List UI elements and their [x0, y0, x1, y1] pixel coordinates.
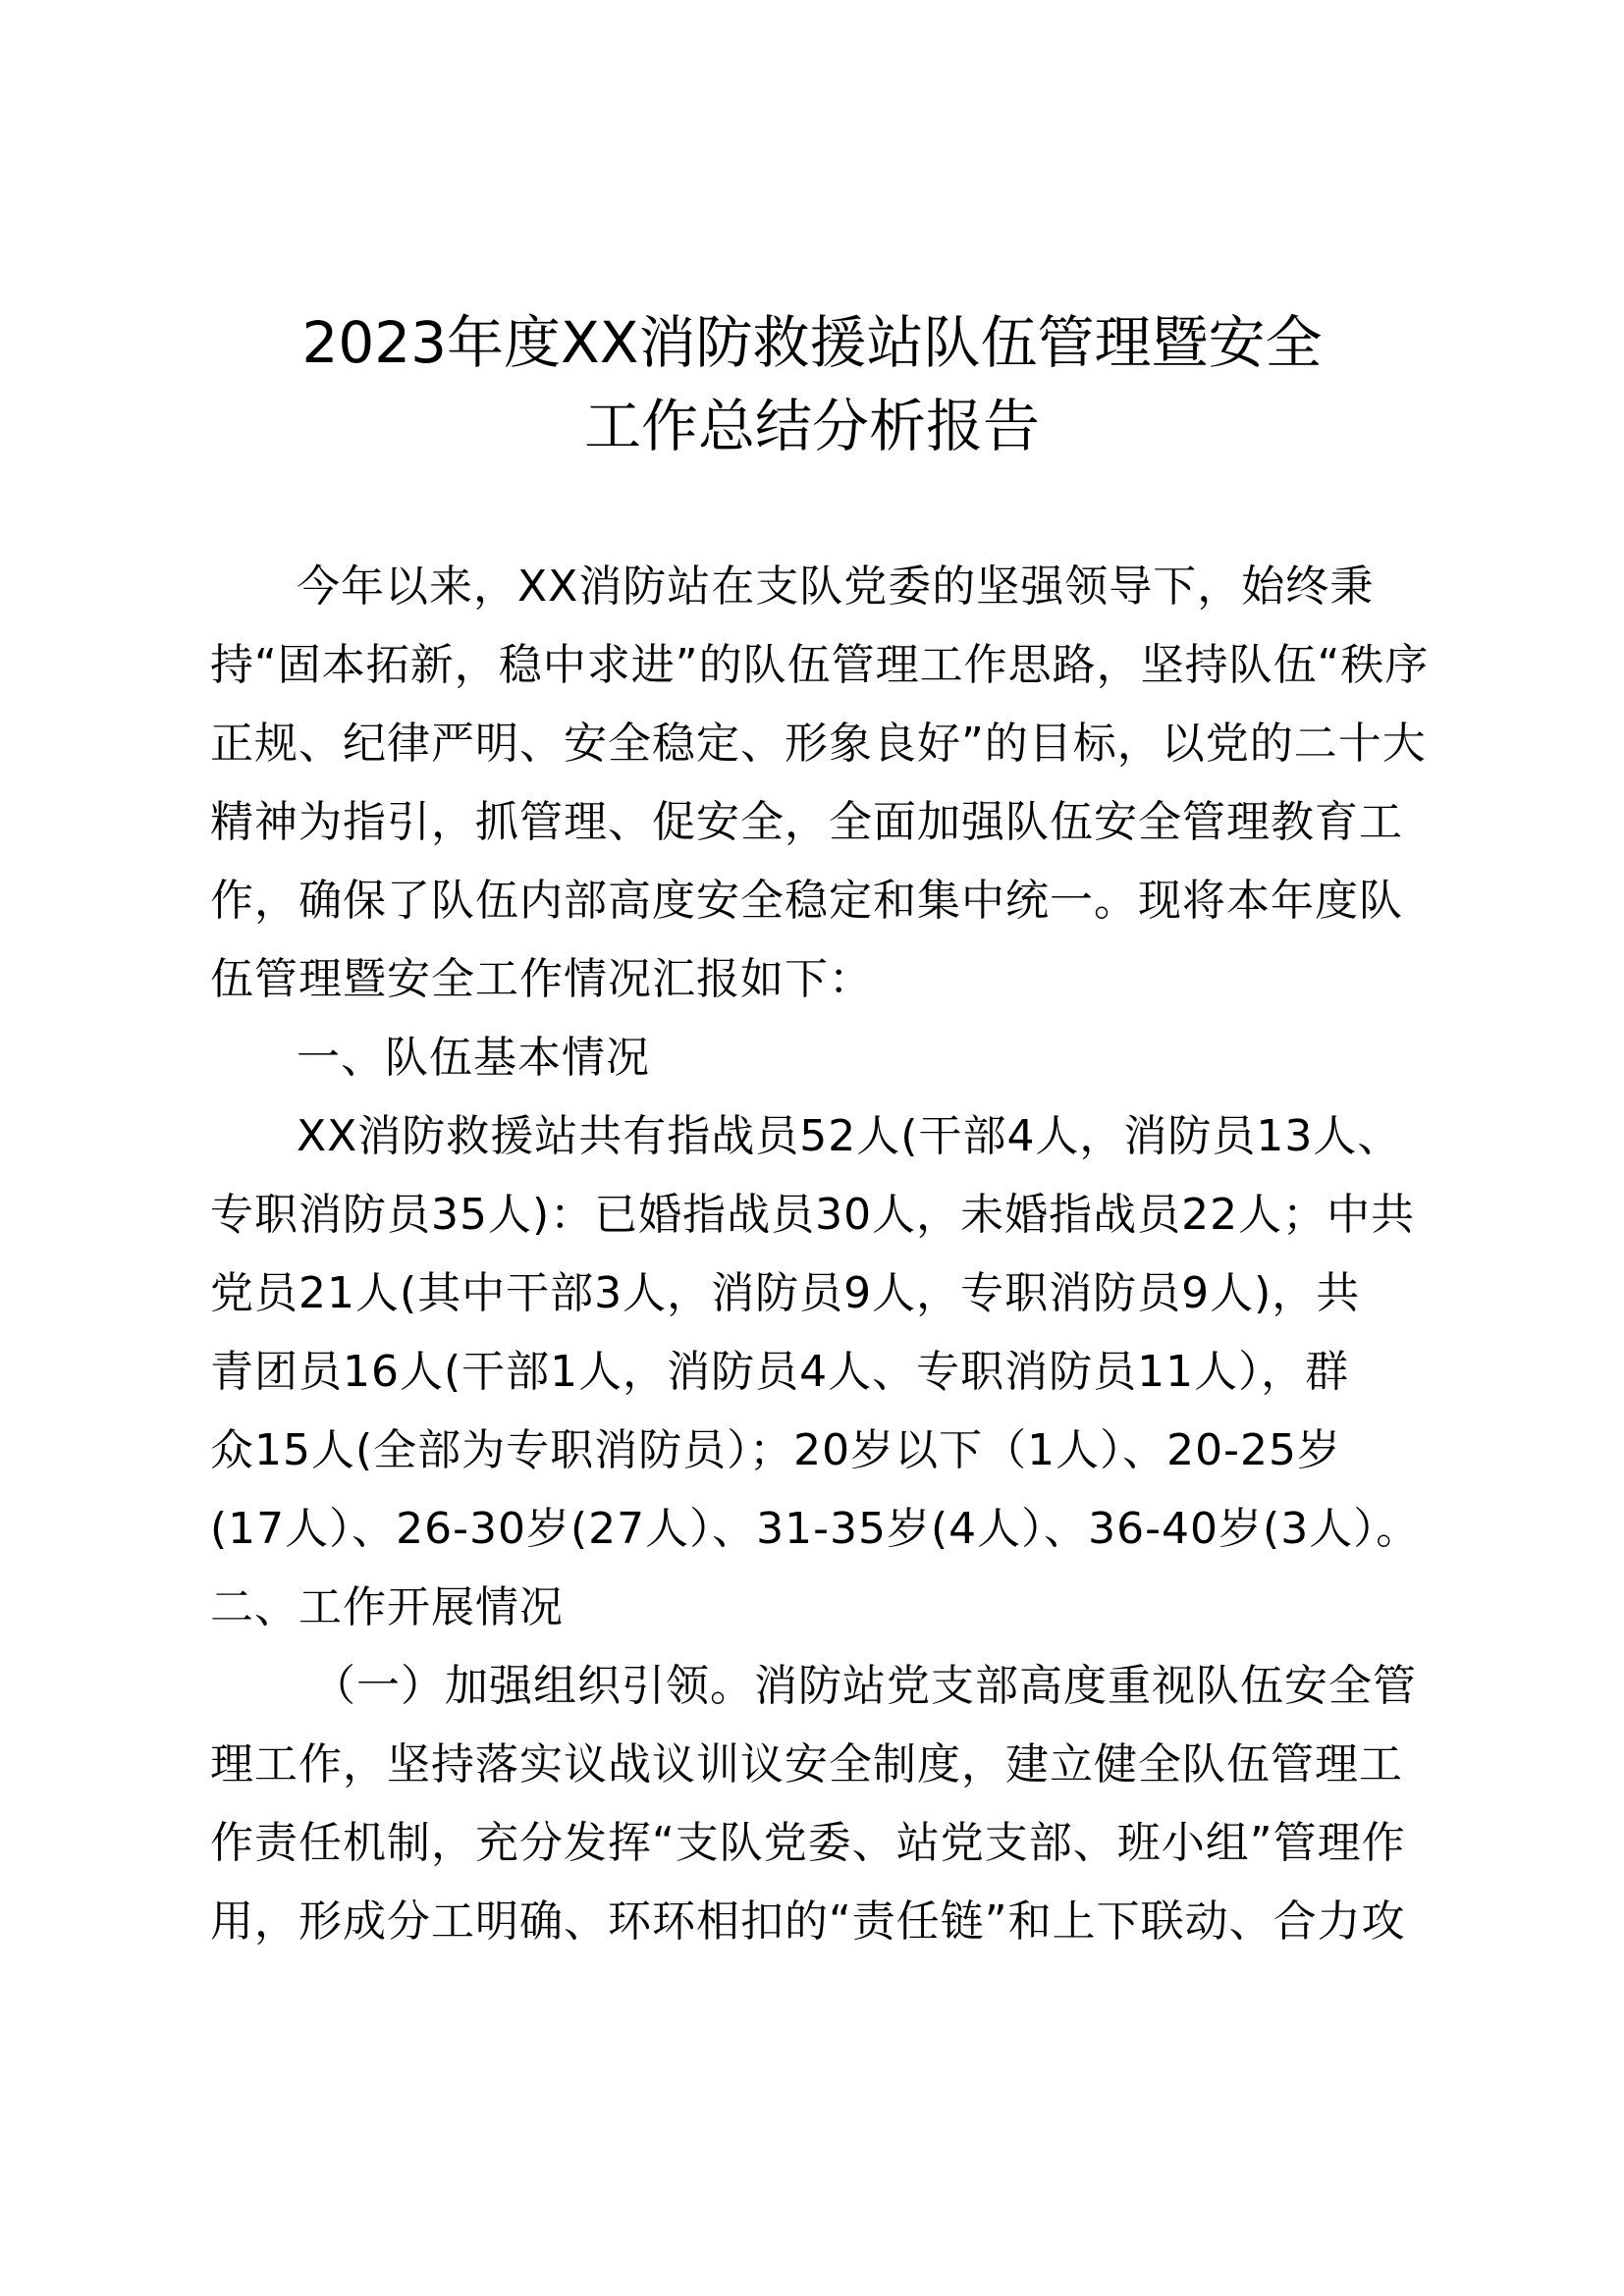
section-heading-2: 二、工作开展情况 — [210, 1582, 564, 1632]
section-2-paragraph-line: 理工作，坚持落实议战议训议安全制度，建立健全队伍管理工 — [210, 1739, 1403, 1789]
document-title-line-2: 工作总结分析报告 — [583, 393, 1040, 459]
section-1-paragraph-line: XX消防救援站共有指战员52人(干部4人，消防员13人、 — [297, 1111, 1402, 1161]
intro-paragraph-line: 作，确保了队伍内部高度安全稳定和集中统一。现将本年度队 — [210, 876, 1403, 926]
section-1-paragraph-line: 专职消防员35人)：已婚指战员30人，未婚指战员22人；中共 — [210, 1190, 1416, 1240]
section-2-paragraph-line: （一）加强组织引领。消防站党支部高度重视队伍安全管 — [312, 1661, 1417, 1711]
intro-paragraph-line: 正规、纪律严明、安全稳定、形象良好”的目标，以党的二十大 — [210, 719, 1427, 769]
section-2-paragraph-line: 用，形成分工明确、环环相扣的“责任链”和上下联动、合力攻 — [210, 1896, 1406, 1947]
intro-paragraph-line: 持“固本拓新，稳中求进”的队伍管理工作思路，坚持队伍“秩序 — [210, 640, 1430, 690]
section-1-paragraph-line: (17人）、26-30岁(27人）、31-35岁(4人）、36-40岁(3人）。 — [210, 1504, 1421, 1554]
section-heading-1: 一、队伍基本情况 — [297, 1033, 650, 1083]
intro-paragraph-line: 今年以来，XX消防站在支队党委的坚强领导下，始终秉 — [297, 561, 1375, 612]
section-2-paragraph-line: 作责任机制，充分发挥“支队党委、站党支部、班小组”管理作 — [210, 1818, 1406, 1868]
section-1-paragraph-line: 青团员16人(干部1人，消防员4人、专职消防员11人），群 — [210, 1347, 1350, 1397]
intro-paragraph-line: 精神为指引，抓管理、促安全，全面加强队伍安全管理教育工 — [210, 797, 1403, 847]
document-title-line-1: 2023年度XX消防救援站队伍管理暨安全 — [301, 309, 1323, 376]
section-1-paragraph-line: 众15人(全部为专职消防员）；20岁以下（1人）、20-25岁 — [210, 1425, 1341, 1475]
intro-paragraph-line: 伍管理暨安全工作情况汇报如下： — [210, 954, 873, 1004]
section-1-paragraph-line: 党员21人(其中干部3人，消防员9人，专职消防员9人)，共 — [210, 1268, 1361, 1318]
